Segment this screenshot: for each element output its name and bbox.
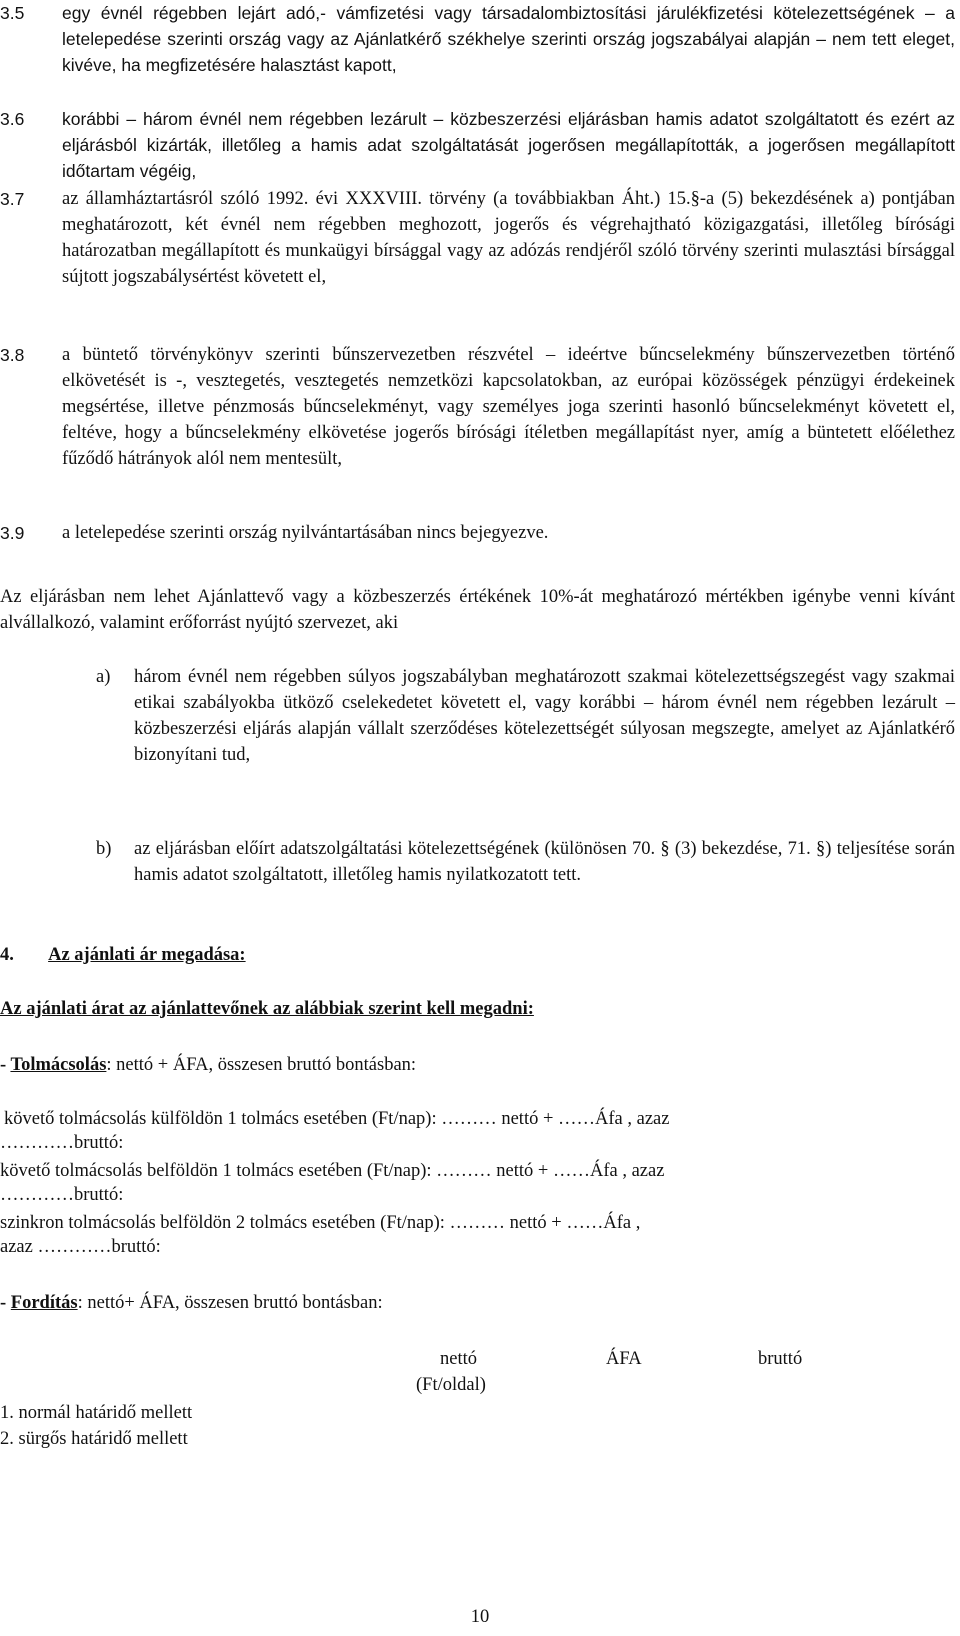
- sub-item-text: három évnél nem régebben súlyos jogszabályban meghatározott szakmai kötelezettségszegést vagy szakmai etikai szabályokba ütköző cselekedetet követett el, vagy korábbi – három évnél nem régebben lezárult – közbeszerzési eljárás alapján vállalt szerződéses kötelezettségét súlyosan megszegte, amelyet az Ajánlatkérő bizonyítani tud,: [134, 667, 955, 765]
- tolmacsolas-heading: [0, 1052, 416, 1078]
- item-text: az államháztartásról szóló 1992. évi XXXVIII. törvény (a továbbiakban Áht.) 15.§-a (5) bekezdésének a) pontjában meghatározott, két évnél nem régebben meghozott, jogerős és végrehajtható közigazgatási, illetőleg bírósági határozatban megállapított és munkaügyi bírsággal vagy az adózás rendjéről szóló törvény szerinti mulasztási bírsággal sújtott jogszabálysértést követett el,: [62, 189, 955, 287]
- tolmacsolas-row-3-cont: azaz …………bruttó:: [0, 1237, 161, 1257]
- tolmacsolas-dash: -: [0, 1055, 11, 1075]
- intro-paragraph: Az eljárásban nem lehet Ajánlattevő vagy a közbeszerzés értékének 10%-át meghatározó mértékben igénybe venni kívánt alvállalkozó, valamint erőforrást nyújtó szervezet, aki: [0, 587, 955, 633]
- tolmacsolas-row-1: követő tolmácsolás külföldön 1 tolmács esetében (Ft/nap): ……… nettó + ……Áfa , azaz: [4, 1109, 670, 1129]
- column-header-unit: (Ft/oldal): [416, 1375, 486, 1395]
- section-title: Az ajánlati ár megadása:: [48, 945, 246, 965]
- section-heading: [0, 942, 246, 968]
- sub-item-label: a): [96, 667, 111, 687]
- item-text: a büntető törvénykönyv szerinti bűnszervezetben részvétel – ideértve bűncselekmény bűnszervezetben történő elkövetését is -, vesztegetés, vesztegetés nemzetközi kapcsolatokban, az európai közösségek pénzügyi érdekeinek megsértése, illetve pénzmosás bűncselekményt, vagy személyes joga szerinti hasonló bűncselekményt követett el, feltéve, hogy a bűncselekmény elkövetése jogerős bírósági ítéletben megállapítást nyer, amíg a büntetett előélethez fűződő hátrányok alól nem mentesült,: [62, 345, 955, 469]
- tolmacsolas-row-2-cont: …………bruttó:: [0, 1185, 124, 1205]
- tolmacsolas-label: Tolmácsolás: [10, 1055, 107, 1075]
- forditas-row-1: 1. normál határidő mellett: [0, 1403, 193, 1423]
- forditas-dash: -: [0, 1293, 11, 1313]
- sub-heading: Az ajánlati árat az ajánlattevőnek az alábbiak szerint kell megadni:: [0, 999, 534, 1019]
- page-number: 10: [470, 1607, 490, 1627]
- item-number: 3.8: [0, 345, 25, 365]
- forditas-label: Fordítás: [10, 1293, 78, 1313]
- item-text: a letelepedése szerinti ország nyilvántartásában nincs bejegyezve.: [62, 523, 549, 543]
- item-number: 3.9: [0, 523, 25, 543]
- item-text: egy évnél régebben lejárt adó,- vámfizetési vagy társadalombiztosítási járulékfizetési kötelezettségének – a letelepedése szerinti ország vagy az Ajánlatkérő székhelye szerinti ország jogszabályai alapján – nem tett eleget, kivéve, ha megfizetésére halasztást kapott,: [62, 3, 955, 75]
- forditas-rest: : nettó+ ÁFA, összesen bruttó bontásban:: [77, 1293, 383, 1313]
- column-header-netto: nettó: [440, 1349, 477, 1369]
- sub-item-label: b): [96, 839, 112, 859]
- tolmacsolas-row-2: követő tolmácsolás belföldön 1 tolmács esetében (Ft/nap): ……… nettó + ……Áfa , azaz: [0, 1161, 665, 1181]
- section-number: 4.: [0, 945, 14, 965]
- item-text: korábbi – három évnél nem régebben lezárult – közbeszerzési eljárásban hamis adatot szolgáltatott és ezért az eljárásból kizárták, illetőleg a hamis adat szolgáltatását jogerősen megállapították, a jogerősen megállapított időtartam végéig,: [62, 109, 955, 181]
- item-number: 3.7: [0, 189, 25, 209]
- tolmacsolas-row-3: szinkron tolmácsolás belföldön 2 tolmács esetében (Ft/nap): ……… nettó + ……Áfa ,: [0, 1213, 641, 1233]
- column-header-afa: ÁFA: [606, 1349, 642, 1369]
- item-number: 3.6: [0, 109, 25, 129]
- tolmacsolas-row-1-cont: …………bruttó:: [0, 1133, 124, 1153]
- sub-item-text: az eljárásban előírt adatszolgáltatási kötelezettségének (különösen 70. § (3) bekezdése, 71. §) teljesítése során hamis adatot szolgáltatott, illetőleg hamis nyilatkozatott tett.: [134, 839, 955, 885]
- column-header-brutto: bruttó: [758, 1349, 803, 1369]
- forditas-heading: [0, 1290, 383, 1316]
- forditas-row-2: 2. sürgős határidő mellett: [0, 1429, 188, 1449]
- item-number: 3.5: [0, 3, 25, 23]
- tolmacsolas-rest: : nettó + ÁFA, összesen bruttó bontásban:: [106, 1055, 417, 1075]
